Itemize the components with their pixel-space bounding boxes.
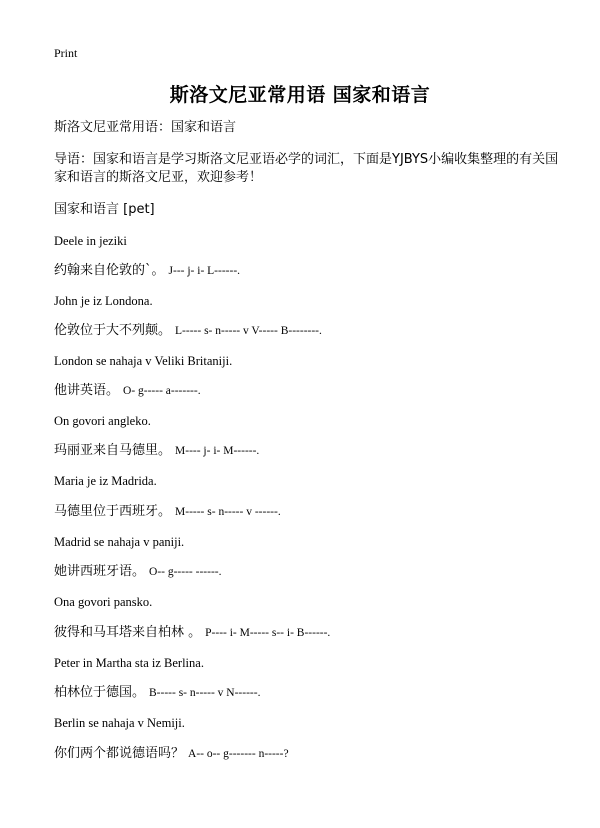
phrase-hint: O-- g----- ------.: [149, 566, 222, 578]
phrase-hint: J--- j- i- L------.: [168, 265, 241, 277]
phrase-hint: M----- s- n----- v ------.: [175, 506, 281, 518]
subtitle: 斯洛文尼亚常用语：国家和语言: [54, 120, 237, 135]
phrase-hint: M---- j- i- M------.: [175, 445, 260, 457]
phrase-zh: 彼得和马耳塔来自柏林 。: [54, 625, 202, 640]
phrase-line-sl: London se nahaja v Veliki Britaniji.: [54, 354, 233, 368]
phrase-line-sl: Maria je iz Madrida.: [54, 474, 157, 488]
phrase-line-zh: [54, 442, 560, 460]
phrase-hint: P---- i- M----- s-- i- B------.: [205, 627, 331, 639]
phrase-hint: O- g----- a-------.: [123, 385, 201, 397]
phrase-zh: 玛丽亚来自马德里。: [54, 443, 172, 458]
phrase-line-zh: [54, 382, 560, 400]
phrase-hint: L----- s- n----- v V----- B--------.: [175, 325, 322, 337]
page-title: 斯洛文尼亚常用语 国家和语言: [169, 84, 431, 106]
phrase-line-sl: On govori angleko.: [54, 414, 151, 428]
section-subheading: Deele in jeziki: [54, 234, 127, 248]
phrase-zh: 伦敦位于大不列颠。: [54, 323, 172, 338]
phrase-line-sl: John je iz Londona.: [54, 294, 153, 308]
phrase-line-zh: [54, 563, 560, 581]
intro-paragraph: 导语：国家和语言是学习斯洛文尼亚语必学的词汇，下面是YJBYS小编收集整理的有关国家和语言的斯洛文尼亚，欢迎参考！: [54, 152, 559, 185]
phrase-line-sl: Madrid se nahaja v paniji.: [54, 535, 185, 549]
phrase-zh: 她讲西班牙语。: [54, 564, 146, 579]
phrase-line-zh: [54, 624, 560, 642]
phrase-line-sl: Peter in Martha sta iz Berlina.: [54, 656, 204, 670]
phrase-line-zh: [54, 503, 560, 521]
phrase-zh: 柏林位于德国。: [54, 685, 146, 700]
phrase-line-zh: [54, 684, 560, 702]
phrase-zh: 他讲英语。: [54, 383, 120, 398]
phrase-zh: 你们两个都说德语吗？: [54, 746, 185, 761]
phrase-hint: A-- o-- g------- n-----?: [188, 748, 289, 760]
phrase-zh: 马德里位于西班牙。: [54, 504, 172, 519]
phrase-line-zh: [54, 262, 560, 280]
phrase-hint: B----- s- n----- v N------.: [149, 687, 261, 699]
phrase-line-zh: [54, 745, 560, 763]
print-label[interactable]: Print: [54, 46, 78, 60]
phrase-line-sl: Berlin se nahaja v Nemiji.: [54, 716, 185, 730]
section-heading: 国家和语言 [pet]: [54, 202, 155, 217]
phrase-line-sl: Ona govori pansko.: [54, 595, 153, 609]
phrase-zh: 约翰来自伦敦的`。: [54, 263, 165, 278]
phrase-line-zh: [54, 322, 560, 340]
